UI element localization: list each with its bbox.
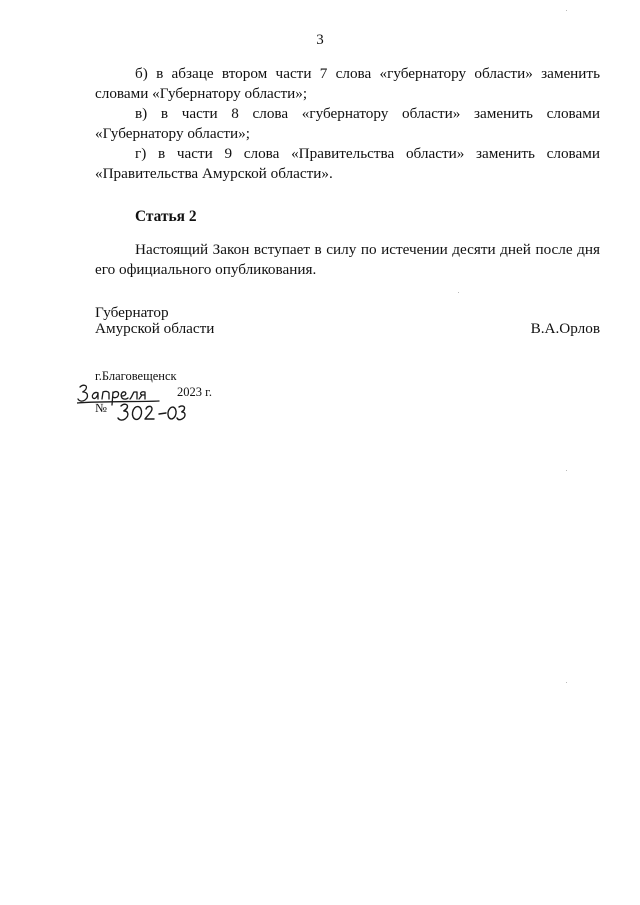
paragraph-g: г) в части 9 слова «Правительства области» заменить словами «Правительства Амурской области».	[95, 145, 600, 182]
paragraph-b: б) в абзаце втором части 7 слова «губернатору области» заменить словами «Губернатору области»;	[95, 65, 600, 102]
signature-title-line2: Амурской области	[95, 320, 215, 337]
city-name: г.Благовещенск	[95, 369, 177, 383]
place-date-block	[95, 368, 395, 438]
scan-speck	[566, 10, 567, 11]
date-year: 2023 г.	[177, 385, 212, 399]
body-text	[95, 64, 600, 280]
article-heading: Статья 2	[135, 208, 197, 225]
signature-title-line1: Губернатор	[95, 304, 169, 321]
signature-block	[95, 305, 600, 337]
signature-name: В.А.Орлов	[530, 320, 600, 337]
scan-speck	[566, 470, 567, 471]
number-sign: №	[95, 401, 107, 415]
scan-speck	[566, 682, 567, 683]
scan-speck	[458, 292, 459, 293]
page-number: 3	[316, 32, 324, 48]
paragraph-v: в) в части 8 слова «губернатору области» заменить словами «Губернатору области»;	[95, 105, 600, 142]
number-line	[95, 400, 395, 426]
article-text: Настоящий Закон вступает в силу по истечении десяти дней после дня его официального опубликования.	[95, 241, 600, 278]
handwritten-number-image	[115, 400, 187, 424]
